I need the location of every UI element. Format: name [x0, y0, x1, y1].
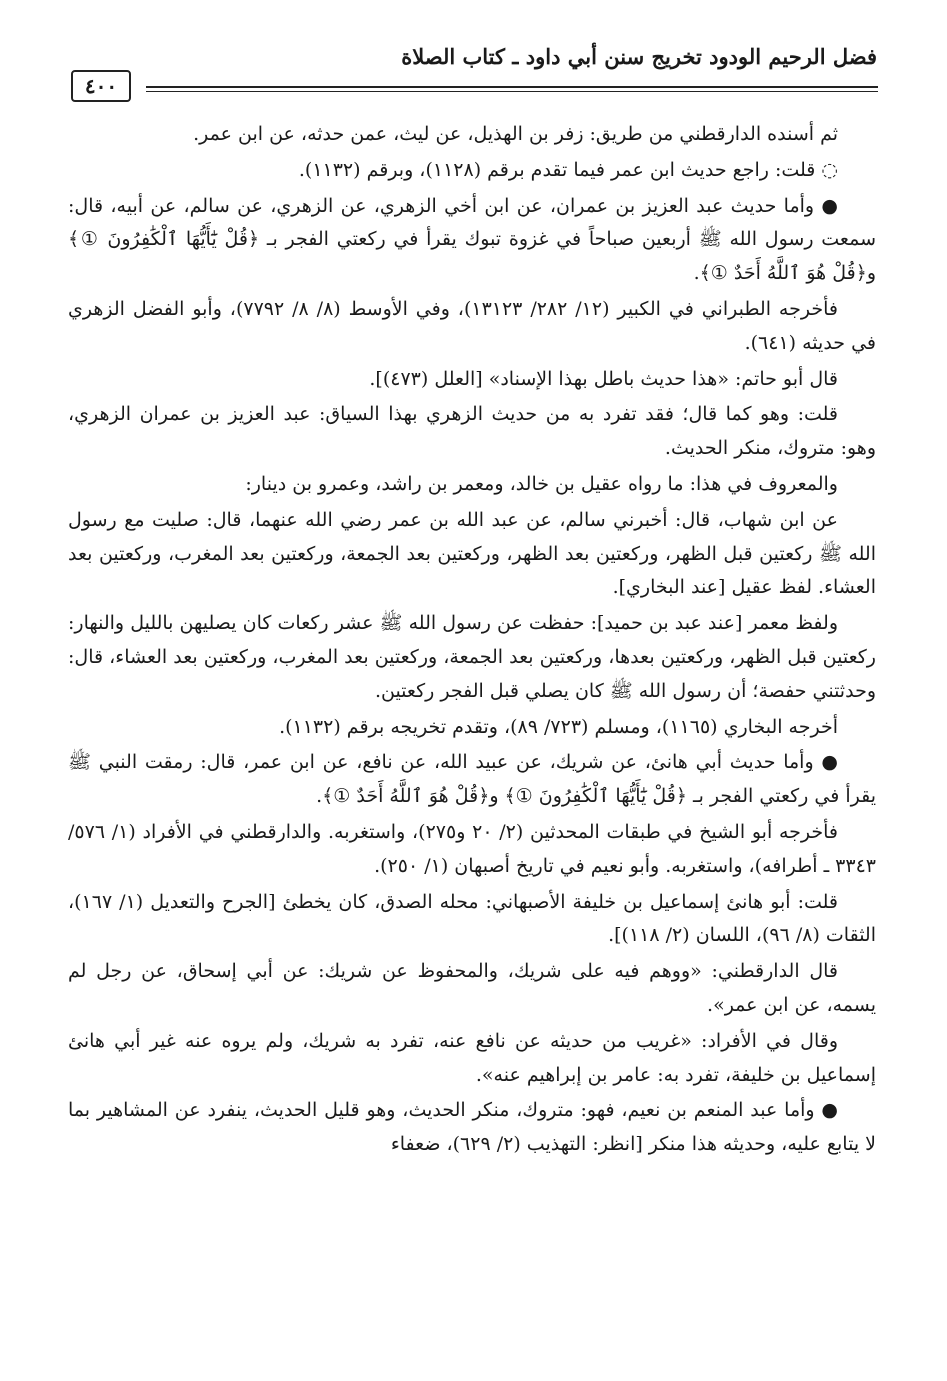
header-rule-thick	[70, 86, 878, 88]
paragraph: ● وأما حديث أبي هانئ، عن شريك، عن عبيد الله، عن نافع، عن ابن عمر، قال: رمقت النبي ﷺ يقرأ في ركعتي الفجر بـ ﴿قُلْ يَٰٓأَيُّهَا ٱلْكَٰفِرُونَ ①﴾ و﴿قُلْ هُوَ ٱللَّهُ أَحَدٌ ①﴾.	[68, 751, 876, 808]
paragraph: ◌ قلت: راجع حديث ابن عمر فيما تقدم برقم (١١٢٨)، وبرقم (١١٣٢).	[298, 158, 838, 181]
paragraph: قلت: أبو هانئ إسماعيل بن خليفة الأصبهاني: محله الصدق، كان يخطئ [الجرح والتعديل (١/ ١٦٧)، الثقات (٨/ ٩٦)، اللسان (٢/ ١١٨)].	[68, 890, 876, 947]
paragraph: أخرجه البخاري (١١٦٥)، ومسلم (٧٢٣/ ٨٩)، وتقدم تخريجه برقم (١١٣٢).	[279, 715, 838, 738]
paragraph: والمعروف في هذا: ما رواه عقيل بن خالد، ومعمر بن راشد، وعمرو بن دينار:	[245, 472, 838, 495]
paragraph: فأخرجه الطبراني في الكبير (١٢/ ٢٨٢/ ١٣١٢٣)، وفي الأوسط (٨/ ٨/ ٧٧٩٢)، وأبو الفضل الزهري في حديثه (٦٤١).	[68, 297, 876, 354]
header-rule-thin	[70, 91, 878, 92]
paragraph: ● وأما حديث عبد العزيز بن عمران، عن ابن أخي الزهري، عن الزهري، عن سالم، عن أبيه، قال: سمعت رسول الله ﷺ أربعين صباحاً في غزوة تبوك يقرأ في ركعتي الفجر بـ ﴿قُلْ يَٰٓأَيُّهَا ٱلْكَٰفِرُونَ ①﴾ و﴿قُلْ هُوَ ٱللَّهُ أَحَدٌ ①﴾.	[68, 194, 876, 285]
page-number: ٤٠٠	[71, 70, 131, 102]
paragraph: ● وأما عبد المنعم بن نعيم، فهو: متروك، منكر الحديث، وهو قليل الحديث، ينفرد عن المشاهير بما لا يتابع عليه، وحديثه هذا منكر [انظر: التهذيب (٢/ ٦٢٩)، ضعفاء	[68, 1099, 876, 1156]
paragraph: قال أبو حاتم: «هذا حديث باطل بهذا الإسناد» [العلل (٤٧٣)].	[369, 367, 838, 390]
body-text	[68, 118, 876, 1162]
paragraph: قال الدارقطني: «ووهم فيه على شريك، والمحفوظ عن شريك: عن أبي إسحاق، عن رجل لم يسمه، عن ابن عمر».	[68, 960, 876, 1016]
paragraph: ثم أسنده الدارقطني من طريق: زفر بن الهذيل، عن ليث، عمن حدثه، عن ابن عمر.	[193, 123, 838, 145]
running-header	[62, 44, 877, 69]
paragraph: قلت: وهو كما قال؛ فقد تفرد به من حديث الزهري بهذا السياق: عبد العزيز بن عمران الزهري، وهو: متروك، منكر الحديث.	[68, 403, 876, 460]
header-title: فضل الرحيم الودود تخريج سنن أبي داود ـ كتاب الصلاة	[401, 44, 877, 69]
paragraph: فأخرجه أبو الشيخ في طبقات المحدثين (٢/ ٢٠ و٢٧٥)، واستغربه. والدارقطني في الأفراد (١/ ٥٧٦/ ٣٣٤٣ ـ أطرافه)، واستغربه. وأبو نعيم في تاريخ أصبهان (١/ ٢٥٠).	[68, 820, 876, 877]
paragraph: ولفظ معمر [عند عبد بن حميد]: حفظت عن رسول الله ﷺ عشر ركعات كان يصليهن بالليل والنهار: ركعتين قبل الظهر، وركعتين بعدها، وركعتين بعد الجمعة، وركعتين بعد المغرب، وركعتين بعد العشاء، قال: وحدثتني حفصة؛ أن رسول الله ﷺ كان يصلي قبل الفجر ركعتين.	[68, 612, 876, 702]
page-number-ornament	[56, 65, 146, 107]
paragraph: عن ابن شهاب، قال: أخبرني سالم، عن عبد الله بن عمر رضي الله عنهما، قال: صليت مع رسول الله ﷺ ركعتين قبل الظهر، وركعتين بعد الظهر، وركعتين بعد الجمعة، وركعتين بعد المغرب، وركعتين بعد العشاء. لفظ عقيل [عند البخاري].	[68, 508, 876, 599]
paragraph: وقال في الأفراد: «غريب من حديثه عن نافع عنه، تفرد به شريك، ولم يروه عنه غير أبي هانئ إسماعيل بن خليفة، تفرد به: عامر بن إبراهيم عنه».	[68, 1029, 876, 1086]
